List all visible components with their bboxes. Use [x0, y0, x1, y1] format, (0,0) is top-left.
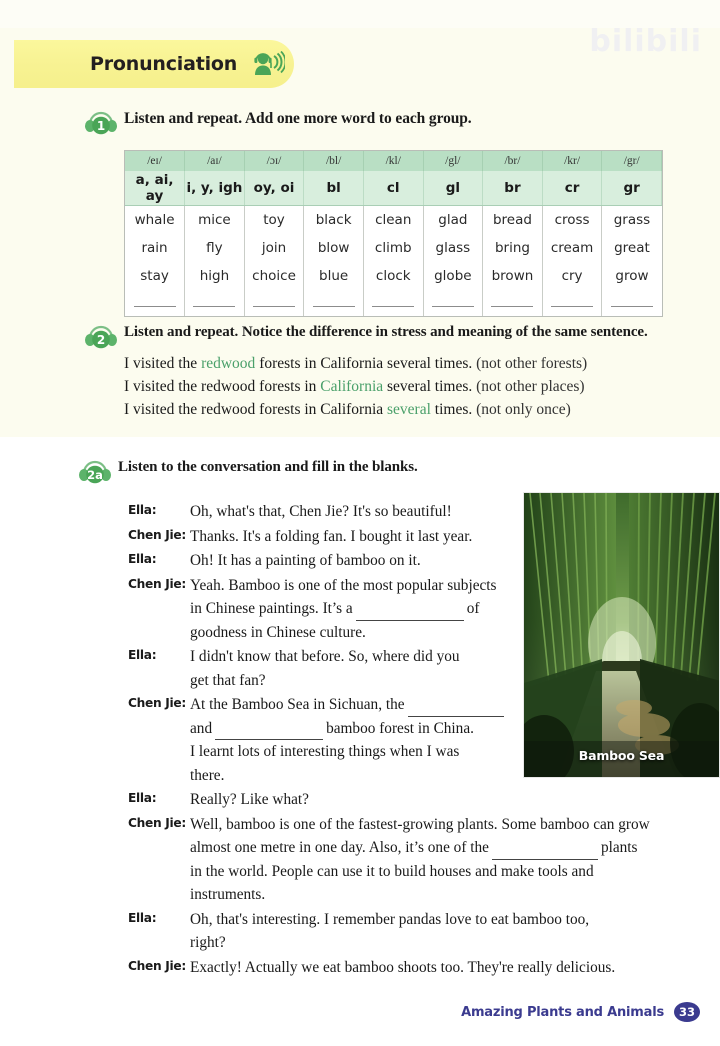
- headphone-badge-icon: [84, 106, 118, 136]
- word-cell: clock: [363, 262, 423, 290]
- dialogue-line-with-blank: [190, 717, 700, 741]
- word-cell: clean: [363, 206, 423, 234]
- stressed-word: redwood: [201, 355, 256, 372]
- word-cell: grass: [602, 206, 662, 234]
- stressed-word: California: [320, 378, 384, 395]
- answer-blank-cell[interactable]: [483, 290, 543, 316]
- dialogue-row: [128, 693, 700, 787]
- speaker-headset-icon: [251, 51, 285, 77]
- sentence-prefix: I visited the redwood forests in: [124, 378, 321, 395]
- task-1: [84, 106, 472, 136]
- speaker-label: Ella:: [128, 648, 157, 662]
- stressed-word: several: [387, 401, 431, 418]
- dialogue-lines: [190, 693, 700, 787]
- dialogue-line: I learnt lots of interesting things when I was: [190, 743, 460, 760]
- word-cell: fly: [185, 234, 245, 262]
- phonics-table: [124, 150, 663, 317]
- dialogue-line: get that fan?: [190, 671, 266, 689]
- dialogue-lines: [190, 500, 700, 524]
- answer-blank-cell[interactable]: [185, 290, 245, 316]
- conversation: [128, 500, 700, 980]
- spelling-cell: i, y, igh: [185, 171, 245, 206]
- spelling-cell: a, ai, ay: [125, 171, 185, 206]
- sentence-note: (not only once): [476, 401, 571, 418]
- blank-line: [611, 306, 653, 307]
- dialogue-line: Well, bamboo is one of the fastest-growing plants. Some bamboo can grow: [190, 815, 650, 833]
- dialogue-lines: [190, 788, 700, 812]
- spelling-cell: cl: [363, 171, 423, 206]
- photo-caption: Bamboo Sea: [578, 748, 665, 763]
- stress-sentences: [124, 352, 587, 421]
- speaker-label: Chen Jie:: [128, 958, 186, 973]
- dialogue-text-pre: and: [190, 719, 213, 737]
- speaker-label: Ella:: [128, 552, 157, 566]
- dialogue-line-with-blank: [190, 693, 700, 717]
- dialogue-line: Yeah. Bamboo is one of the most popular subjects: [190, 576, 497, 594]
- word-cell: glass: [423, 234, 483, 262]
- dialogue-line: Exactly! Actually we eat bamboo shoots too. They're really delicious.: [190, 958, 616, 976]
- sentence-suffix: forests in California several times.: [255, 355, 473, 372]
- table-row-answer-blanks: [125, 290, 662, 316]
- answer-blank[interactable]: [356, 607, 464, 621]
- word-cell: bring: [483, 234, 543, 262]
- dialogue-line: Really? Like what?: [190, 791, 309, 808]
- word-cell: cross: [542, 206, 602, 234]
- speaker-label: Ella:: [128, 503, 157, 517]
- stress-sentence-row: [124, 375, 587, 398]
- ipa-cell: /gl/: [423, 151, 483, 171]
- word-cell: mice: [185, 206, 245, 234]
- dialogue-line-with-blank: [190, 836, 700, 860]
- dialogue-lines: [190, 645, 700, 692]
- spelling-cell: gl: [423, 171, 483, 206]
- ipa-cell: /aɪ/: [185, 151, 245, 171]
- table-row-words: [125, 206, 662, 234]
- answer-blank-cell[interactable]: [304, 290, 364, 316]
- sentence-note: (not other places): [476, 378, 585, 395]
- dialogue-line: right?: [190, 934, 226, 951]
- speaker-label: Chen Jie:: [128, 815, 186, 830]
- speaker-label: Ella:: [128, 791, 157, 805]
- svg-text:2: 2: [96, 333, 106, 348]
- dialogue-row: [128, 645, 700, 692]
- task-2: [84, 320, 648, 350]
- dialogue-line: Oh, that's interesting. I remember pandas love to eat bamboo too,: [190, 910, 590, 928]
- dialogue-lines: [190, 956, 700, 980]
- word-cell: glad: [423, 206, 483, 234]
- word-cell: cream: [542, 234, 602, 262]
- dialogue-line: Oh! It has a painting of bamboo on it.: [190, 552, 421, 569]
- table-row-ipa: [125, 151, 662, 171]
- speaker-label: Chen Jie:: [128, 696, 186, 710]
- blank-line: [551, 306, 593, 307]
- word-cell: cry: [542, 262, 602, 290]
- answer-blank-cell[interactable]: [125, 290, 185, 316]
- word-cell: whale: [125, 206, 185, 234]
- speaker-label: Ella:: [128, 910, 157, 925]
- blank-line: [491, 306, 533, 307]
- task-2a-instruction: Listen to the conversation and fill in the blanks.: [118, 459, 418, 475]
- dialogue-lines: [190, 549, 700, 573]
- dialogue-lines: [190, 908, 700, 955]
- spelling-cell: oy, oi: [244, 171, 304, 206]
- page-number-badge: 33: [674, 1002, 700, 1022]
- blank-line: [134, 306, 176, 307]
- ipa-cell: /kr/: [542, 151, 602, 171]
- spelling-cell: br: [483, 171, 543, 206]
- word-cell: high: [185, 262, 245, 290]
- word-cell: toy: [244, 206, 304, 234]
- answer-blank[interactable]: [492, 846, 598, 860]
- table-row-words: [125, 234, 662, 262]
- dialogue-row: [128, 813, 700, 907]
- answer-blank[interactable]: [408, 703, 504, 717]
- table-row-spellings: [125, 171, 662, 206]
- speaker-label: Chen Jie:: [128, 576, 186, 591]
- spelling-cell: bl: [304, 171, 364, 206]
- ipa-cell: /ɔɪ/: [244, 151, 304, 171]
- dialogue-row: [128, 525, 700, 549]
- banner-title: Pronunciation: [90, 53, 238, 75]
- dialogue-text-post: of: [466, 600, 480, 617]
- blank-line: [372, 306, 414, 307]
- dialogue-row: [128, 908, 700, 955]
- dialogue-line: goodness in Chinese culture.: [190, 623, 366, 641]
- dialogue-text-pre: in Chinese paintings. It’s a: [190, 600, 353, 617]
- word-cell: grow: [602, 262, 662, 290]
- ipa-cell: /br/: [483, 151, 543, 171]
- word-cell: blue: [304, 262, 364, 290]
- word-cell: choice: [244, 262, 304, 290]
- word-cell: join: [244, 234, 304, 262]
- svg-text:2a: 2a: [87, 468, 103, 482]
- sentence-prefix: I visited the: [124, 355, 202, 372]
- sentence-note: (not other forests): [476, 355, 588, 372]
- task-2-instruction: Listen and repeat. Notice the difference in stress and meaning of the same sentence.: [124, 324, 648, 340]
- blank-line: [253, 306, 295, 307]
- dialogue-lines: [190, 525, 700, 549]
- answer-blank-cell[interactable]: [602, 290, 662, 316]
- ipa-cell: /eɪ/: [125, 151, 185, 171]
- dialogue-row: [128, 788, 700, 812]
- dialogue-row: [128, 500, 700, 524]
- headphone-badge-icon: [84, 320, 118, 350]
- spelling-cell: gr: [602, 171, 662, 206]
- word-cell: blow: [304, 234, 364, 262]
- headphone-badge-icon: [78, 455, 112, 485]
- sentence-prefix: I visited the redwood forests in California: [124, 401, 388, 418]
- dialogue-row: [128, 956, 700, 980]
- table-row-words: [125, 262, 662, 290]
- answer-blank-cell[interactable]: [542, 290, 602, 316]
- pronunciation-banner: [14, 40, 294, 88]
- word-cell: climb: [363, 234, 423, 262]
- answer-blank-cell[interactable]: [423, 290, 483, 316]
- dialogue-lines: [190, 813, 700, 907]
- word-cell: rain: [125, 234, 185, 262]
- dialogue-line-with-blank: [190, 597, 700, 621]
- stress-sentence-row: [124, 398, 587, 421]
- dialogue-text-pre: almost one metre in one day. Also, it’s one of the: [190, 839, 489, 856]
- answer-blank-cell[interactable]: [363, 290, 423, 316]
- dialogue-line: in the world. People can use it to build houses and make tools and: [190, 862, 594, 880]
- ipa-cell: /bl/: [304, 151, 364, 171]
- task-1-instruction: Listen and repeat. Add one more word to each group.: [124, 110, 472, 127]
- word-cell: stay: [125, 262, 185, 290]
- page-footer: [461, 1002, 700, 1022]
- answer-blank-cell[interactable]: [244, 290, 304, 316]
- dialogue-row: [128, 549, 700, 573]
- dialogue-text-post: bamboo forest in China.: [326, 719, 474, 737]
- spelling-cell: cr: [542, 171, 602, 206]
- svg-text:1: 1: [96, 119, 106, 134]
- sentence-suffix: times.: [430, 401, 473, 418]
- word-cell: globe: [423, 262, 483, 290]
- dialogue-text-post: plants: [600, 839, 638, 856]
- task-2a: [78, 455, 418, 485]
- speaker-label: Chen Jie:: [128, 527, 186, 542]
- dialogue-line: instruments.: [190, 886, 266, 903]
- word-cell: bread: [483, 206, 543, 234]
- dialogue-line: Thanks. It's a folding fan. I bought it last year.: [190, 527, 473, 545]
- stress-sentence-row: [124, 352, 587, 375]
- blank-line: [193, 306, 235, 307]
- unit-title: Amazing Plants and Animals: [461, 1004, 664, 1020]
- dialogue-row: [128, 574, 700, 645]
- blank-line: [432, 306, 474, 307]
- sentence-suffix: several times.: [383, 378, 473, 395]
- blank-line: [313, 306, 355, 307]
- word-cell: great: [602, 234, 662, 262]
- dialogue-line: Oh, what's that, Chen Jie? It's so beautiful!: [190, 503, 452, 520]
- ipa-cell: /gr/: [602, 151, 662, 171]
- dialogue-line: there.: [190, 766, 225, 784]
- dialogue-lines: [190, 574, 700, 645]
- dialogue-text-pre: At the Bamboo Sea in Sichuan, the: [190, 696, 405, 713]
- watermark: bilibili: [589, 24, 702, 59]
- word-cell: black: [304, 206, 364, 234]
- word-cell: brown: [483, 262, 543, 290]
- ipa-cell: /kl/: [363, 151, 423, 171]
- answer-blank[interactable]: [215, 726, 323, 740]
- dialogue-line: I didn't know that before. So, where did you: [190, 648, 460, 665]
